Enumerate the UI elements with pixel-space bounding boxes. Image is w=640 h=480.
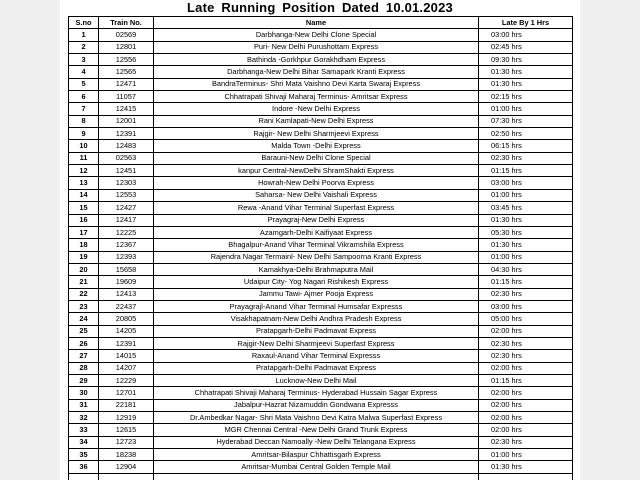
train-name-cell: Malda Town -Delhi Express [154,140,479,152]
table-row [69,436,573,448]
table-row [69,461,573,473]
train-no-cell: 12413 [99,288,154,300]
table-row [69,288,573,300]
train-no-cell: 12415 [99,103,154,115]
sno-cell: 16 [69,214,99,226]
train-name-cell: Barauni-New Delhi Clone Special [154,152,479,164]
late-by-cell: 01:30 hrs [479,78,573,90]
late-by-cell: 06:15 hrs [479,140,573,152]
table-row [69,313,573,325]
train-name-cell: Bhagalpur-Anand Vihar Terminal Vikramshila Express [154,239,479,251]
empty-cell [154,473,479,480]
late-by-cell: 02:00 hrs [479,387,573,399]
sno-cell: 36 [69,461,99,473]
train-no-cell: 19609 [99,276,154,288]
late-by-cell: 02:30 hrs [479,152,573,164]
sno-cell: 4 [69,66,99,78]
train-name-cell: MGR Chennai Central -New Delhi Grand Trunk Express [154,424,479,436]
table-row [69,276,573,288]
late-by-cell: 09:30 hrs [479,54,573,66]
train-no-cell: 20805 [99,313,154,325]
table-row [69,374,573,386]
table-row-empty [69,473,573,480]
header-train-no: Train No. [99,17,154,29]
late-by-cell: 05:00 hrs [479,313,573,325]
train-no-cell: 12391 [99,337,154,349]
sno-cell: 22 [69,288,99,300]
train-no-cell: 02569 [99,29,154,41]
train-name-cell: Chhatrapati Shivaji Maharaj Terminus- Hyderabad Hussain Sagar Express [154,387,479,399]
sno-cell: 15 [69,202,99,214]
train-name-cell: Azamgarh-Delhi Kaifiyaat Express [154,226,479,238]
train-no-cell: 12483 [99,140,154,152]
late-by-cell: 02:50 hrs [479,128,573,140]
sno-cell: 3 [69,54,99,66]
late-by-cell: 01:15 hrs [479,276,573,288]
late-by-cell: 03:00 hrs [479,300,573,312]
table-row [69,29,573,41]
train-no-cell: 12615 [99,424,154,436]
late-by-cell: 01:30 hrs [479,461,573,473]
late-by-cell: 02:00 hrs [479,412,573,424]
train-no-cell: 14207 [99,362,154,374]
table-row [69,412,573,424]
late-by-cell: 01:00 hrs [479,189,573,201]
train-name-cell: Rajgir-New Delhi Sharmjeevi Superfast Express [154,337,479,349]
train-no-cell: 12919 [99,412,154,424]
sno-cell: 31 [69,399,99,411]
sno-cell: 17 [69,226,99,238]
train-name-cell: Pratapgarh-Delhi Padmavat Express [154,325,479,337]
late-by-cell: 03:45 hrs [479,202,573,214]
train-no-cell: 12471 [99,78,154,90]
sno-cell: 27 [69,350,99,362]
train-no-cell: 12427 [99,202,154,214]
late-by-cell: 04:30 hrs [479,263,573,275]
train-no-cell: 12451 [99,165,154,177]
page-title: Late Running Position Dated 10.01.2023 [187,0,453,15]
train-no-cell: 12001 [99,115,154,127]
sno-cell: 25 [69,325,99,337]
sno-cell: 30 [69,387,99,399]
sno-cell: 13 [69,177,99,189]
table-row [69,263,573,275]
train-no-cell: 14205 [99,325,154,337]
table-row [69,66,573,78]
train-name-cell: Visakhapatnam-New Delhi Andhra Pradesh Express [154,313,479,325]
table-row [69,177,573,189]
train-name-cell: Rewa -Anand Vihar Terminal Superfast Express [154,202,479,214]
late-by-cell: 02:30 hrs [479,436,573,448]
late-by-cell: 05:30 hrs [479,226,573,238]
table-row [69,202,573,214]
train-no-cell: 12723 [99,436,154,448]
late-by-cell: 02:30 hrs [479,288,573,300]
late-by-cell: 01:00 hrs [479,449,573,461]
table-row [69,399,573,411]
table-row [69,54,573,66]
train-name-cell: Indore -New Delhi Express [154,103,479,115]
table-row [69,300,573,312]
sno-cell: 2 [69,41,99,53]
sno-cell: 5 [69,78,99,90]
sno-cell: 14 [69,189,99,201]
train-name-cell: BandraTerminus- Shri Mata Vaishno Devi Karta Swaraj Express [154,78,479,90]
late-by-cell: 02:30 hrs [479,337,573,349]
sno-cell: 33 [69,424,99,436]
empty-cell [479,473,573,480]
sno-cell: 19 [69,251,99,263]
header-name: Name [154,17,479,29]
train-no-cell: 14015 [99,350,154,362]
sno-cell: 10 [69,140,99,152]
late-by-cell: 02:00 hrs [479,362,573,374]
late-by-cell: 03:00 hrs [479,177,573,189]
table-row [69,41,573,53]
train-no-cell: 12391 [99,128,154,140]
late-by-cell: 01:30 hrs [479,214,573,226]
train-name-cell: Kamakhya-Delhi Brahmaputra Mail [154,263,479,275]
train-no-cell: 12393 [99,251,154,263]
train-no-cell: 12801 [99,41,154,53]
table-row [69,337,573,349]
train-name-cell: Rani Kamlapati-New Delhi Express [154,115,479,127]
train-name-cell: Howrah-New Delhi Poorva Express [154,177,479,189]
train-name-cell: Dr.Ambedkar Nagar- Shri Mata Vaishno Devi Katra Malwa Superfast Express [154,412,479,424]
train-no-cell: 12303 [99,177,154,189]
train-name-cell: Chhatrapati Shivaji Maharaj Terminus- Amritsar Express [154,91,479,103]
table-row [69,350,573,362]
train-name-cell: Amritsar-Mumbai Central Golden Temple Mail [154,461,479,473]
train-no-cell: 12367 [99,239,154,251]
train-no-cell: 12553 [99,189,154,201]
table-row [69,239,573,251]
document-page [60,0,580,480]
train-no-cell: 12565 [99,66,154,78]
empty-cell [69,473,99,480]
table-row [69,103,573,115]
table-body [69,29,573,480]
late-by-cell: 02:00 hrs [479,325,573,337]
train-name-cell: kanpur Central-NewDelhi ShramShakti Express [154,165,479,177]
train-no-cell: 22437 [99,300,154,312]
train-no-cell: 12556 [99,54,154,66]
table-row [69,251,573,263]
table-row [69,226,573,238]
train-no-cell: 18238 [99,449,154,461]
train-no-cell: 11057 [99,91,154,103]
train-no-cell: 15658 [99,263,154,275]
late-by-cell: 02:45 hrs [479,41,573,53]
train-name-cell: Rajendra Nagar Termainl- New Delhi Sampoorna Kranti Express [154,251,479,263]
table-row [69,78,573,90]
train-name-cell: Rajgir- New Delhi Sharmjeevi Express [154,128,479,140]
sno-cell: 7 [69,103,99,115]
table-row [69,449,573,461]
table-row [69,152,573,164]
sno-cell: 12 [69,165,99,177]
sno-cell: 29 [69,374,99,386]
train-name-cell: Amritsar-Bilaspur Chhattisgarh Express [154,449,479,461]
sno-cell: 28 [69,362,99,374]
train-name-cell: Bathinda -Gorkhpur Gorakhdham Express [154,54,479,66]
sno-cell: 35 [69,449,99,461]
table-row [69,115,573,127]
train-name-cell: Raxaul-Anand Vihar Terminal Expresss [154,350,479,362]
train-no-cell: 12225 [99,226,154,238]
sno-cell: 20 [69,263,99,275]
train-name-cell: Pratapgarh-Delhi Padmavat Express [154,362,479,374]
sno-cell: 21 [69,276,99,288]
train-name-cell: Udaipur City- Yog Nagari Rishikesh Express [154,276,479,288]
table-row [69,424,573,436]
late-by-cell: 01:30 hrs [479,239,573,251]
table-row [69,189,573,201]
table-row [69,128,573,140]
train-no-cell: 12229 [99,374,154,386]
sno-cell: 34 [69,436,99,448]
late-by-cell: 02:00 hrs [479,424,573,436]
train-name-cell: Prayagraj-New Delhi Express [154,214,479,226]
table-row [69,325,573,337]
sno-cell: 24 [69,313,99,325]
header-late-by: Late By 1 Hrs [479,17,573,29]
sno-cell: 9 [69,128,99,140]
late-by-cell: 02:15 hrs [479,91,573,103]
sno-cell: 18 [69,239,99,251]
train-no-cell: 12701 [99,387,154,399]
late-by-cell: 02:30 hrs [479,350,573,362]
sno-cell: 1 [69,29,99,41]
sno-cell: 6 [69,91,99,103]
table-row [69,387,573,399]
late-by-cell: 03:00 hrs [479,29,573,41]
train-name-cell: Prayagrajl-Anand Vihar Terminal Humsafar Expresss [154,300,479,312]
train-name-cell: Jammu Tawi- Ajmer Pooja Express [154,288,479,300]
train-name-cell: Puri- New Delhi Purushottam Express [154,41,479,53]
train-name-cell: Darbhanga-New Delhi Clone Special [154,29,479,41]
late-by-cell: 01:15 hrs [479,374,573,386]
late-by-cell: 01:15 hrs [479,165,573,177]
train-no-cell: 22181 [99,399,154,411]
table-row [69,362,573,374]
sno-cell: 23 [69,300,99,312]
table-header-row [69,17,573,29]
train-no-cell: 02563 [99,152,154,164]
table-row [69,214,573,226]
sno-cell: 32 [69,412,99,424]
header-sno: S.no [69,17,99,29]
train-no-cell: 12904 [99,461,154,473]
train-name-cell: Jabalpur-Hazrat Nizamuddin Gondwana Expresss [154,399,479,411]
late-running-table [68,16,573,480]
table-row [69,91,573,103]
train-no-cell: 12417 [99,214,154,226]
sno-cell: 8 [69,115,99,127]
table-row [69,165,573,177]
late-by-cell: 01:00 hrs [479,251,573,263]
late-by-cell: 01:30 hrs [479,66,573,78]
sno-cell: 26 [69,337,99,349]
table-row [69,140,573,152]
train-name-cell: Hyderabad Deccan Namoally -New Delhi Telangana Express [154,436,479,448]
late-by-cell: 07:30 hrs [479,115,573,127]
late-by-cell: 02:00 hrs [479,399,573,411]
train-name-cell: Lucknow-New Delhi Mail [154,374,479,386]
sno-cell: 11 [69,152,99,164]
train-name-cell: Saharsa- New Delhi Vaishali Express [154,189,479,201]
empty-cell [99,473,154,480]
train-name-cell: Darbhanga-New Delhi Bihar Samapark Kranti Express [154,66,479,78]
late-by-cell: 01:00 hrs [479,103,573,115]
